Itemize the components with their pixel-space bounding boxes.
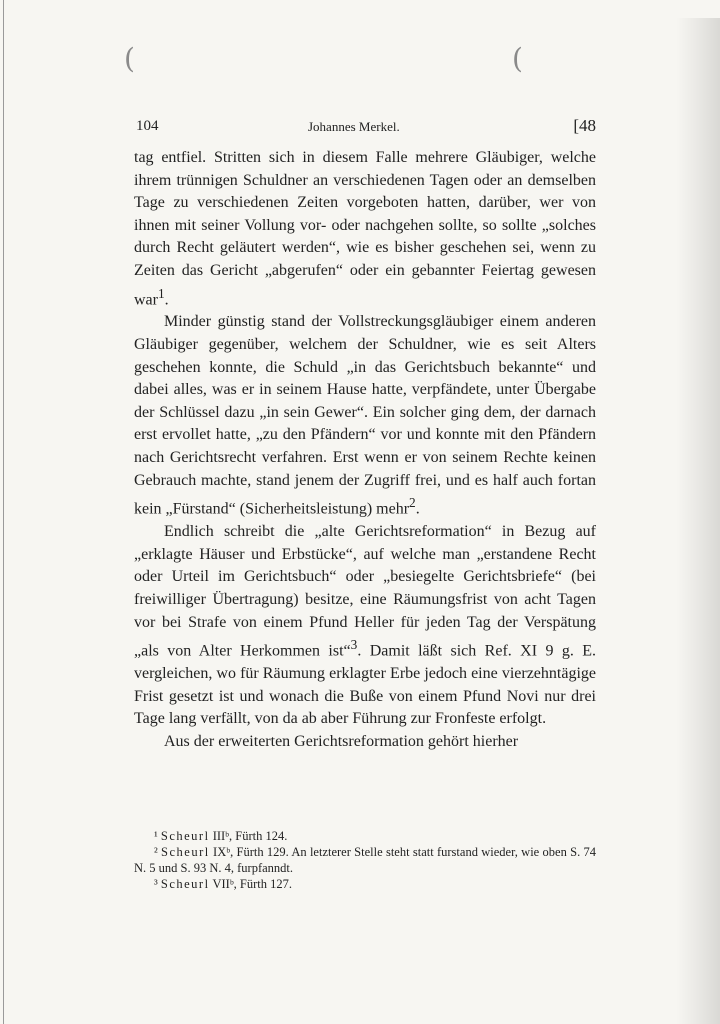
main-text [134, 147, 596, 753]
footnote-author: Scheurl [161, 845, 210, 859]
footnote-text: IXᵇ, Fürth 129. An letzterer Stelle steht statt furstand wieder, wie oben S. 74 N. 5 und S. 93 N. 4, furpfanndt. [134, 845, 596, 875]
paragraph-text: Endlich schreibt die „alte Gerichtsreformation“ in Bezug auf „erklagte Häuser und Erbstücke“, auf welche man „erstandene Recht oder Urteil im Gerichtsbuch“ oder „besiegelte Gerichtsbriefe“ (bei freiwilliger Übertragung) besitze, eine Räumungsfrist von acht Tagen vor bei Strafe von einem Pfund Heller für jeden Tag der Verspätung „als von Alter Herkommen ist“ [134, 523, 596, 660]
footnote-text: VIIᵇ, Fürth 127. [209, 877, 293, 891]
paragraph [134, 521, 596, 731]
paragraph-text: Minder günstig stand der Vollstreckungsgläubiger einem anderen Gläubiger gegenüber, welchem der Schuldner, wie es seit Alters geschehen konnte, die Schuld „in das Gerichtsbuch bekannte“ und dabei alles, was er in seinem Hause hatte, verpfändete, unter Übergabe der Schlüssel dazu „in sein Gewer“. Ein solcher ging dem, der darnach erst ervollet hatte, „zu den Pfändern“ vor und konnte mit den Pfändern nach Gerichtsrecht verfahren. Erst wenn er von seinem Rechte keinen Gebrauch machte, stand jenem der Zugriff frei, und es half auch fortan kein „Fürstand“ (Sicherheitsleistung) mehr [134, 313, 596, 518]
paragraph-text: tag entfiel. Stritten sich in diesem Falle mehrere Gläubiger, welche ihrem trünnigen Schuldner an verschiedenen Tagen oder an demselben Tage zu verschiedenen Zeiten vorgeboten hatten, darüber, wer von ihnen mit seiner Vollung vor- oder nachgehen sollte, so sollte „solches durch Recht geläutert werden“, wie es bisher geschehen sei, wenn zu Zeiten das Gericht „abgerufen“ oder ein gebannter Feiertag gewesen war [134, 149, 596, 308]
paragraph-text: . Damit läßt sich Ref. XI 9 g. E. vergleichen, wo für Räumung erklagter Erbe jedoch eine vierzehntägige Frist gesetzt ist und wonach die Buße von einem Pfund Novi nur drei Tage lang verfällt, von da ab aber Führung zur Fronfeste erfolgt. [134, 642, 597, 728]
footnote-ref: 3 [350, 637, 358, 653]
footnotes [134, 828, 596, 892]
footnote-text: IIIᵇ, Fürth 124. [209, 829, 288, 843]
punch-mark-left: ( [124, 42, 135, 75]
footnote-number: ¹ [154, 829, 158, 843]
running-title: Johannes Merkel. [308, 119, 400, 134]
page-binding-shadow [676, 18, 720, 1024]
paragraph: Minder günstig stand der Vollstreckungsgläubiger einem anderen Gläubiger gegenüber, welchem der Schuldner, wie es seit Alters geschehen konnte, die Schuld „in das Gerichtsbuch bekannte“ und dabei alles, was er in seinem Hause hatte, verpfändete, unter Übergabe der Schlüssel dazu „in sein Gewer“. Ein solcher ging dem, der darnach erst ervollet hatte, „zu den Pfändern“ vor und konnte mit den Pfändern nach Gerichtsrecht verfahren. Erst wenn er von seinem Rechte keinen Gebrauch machte, stand jenem der Zugriff frei, und es half auch fortan kein „Fürstand“ (Sicherheitsleistung) mehr$^2$. [134, 313, 596, 518]
footnote [134, 844, 596, 876]
footnote-number: ³ [154, 877, 158, 891]
page-number: 104 [136, 118, 159, 134]
footnote-ref: 2 [409, 495, 416, 511]
footnote-author: Scheurl [160, 877, 210, 891]
paragraph: tag entfiel. Stritten sich in diesem Falle mehrere Gläubiger, welche ihrem trünnigen Schuldner an verschiedenen Tagen oder an demselben Tage zu verschiedenen Zeiten vorgeboten hatten, darüber, wer von ihnen mit seiner Vollung vor- oder nachgehen sollte, so sollte „solches durch Recht geläutert werden“, wie es bisher geschehen sei, wenn zu Zeiten das Gericht „abgerufen“ oder ein gebannter Feiertag gewesen war$^1$. [134, 149, 596, 308]
running-header [136, 114, 596, 138]
footnote [134, 876, 596, 892]
footnote [134, 828, 596, 844]
footnote-ref: 1 [157, 285, 165, 301]
paragraph-text: Aus der erweiterten Gerichtsreformation gehört hierher [164, 732, 519, 750]
footnote-author: Scheurl [160, 829, 210, 843]
punch-mark-right: ( [512, 42, 523, 75]
footnote-number: ² [154, 845, 158, 859]
paragraph [134, 731, 596, 754]
original-page-number: [48 [573, 116, 596, 135]
page-left-edge [3, 0, 4, 1024]
